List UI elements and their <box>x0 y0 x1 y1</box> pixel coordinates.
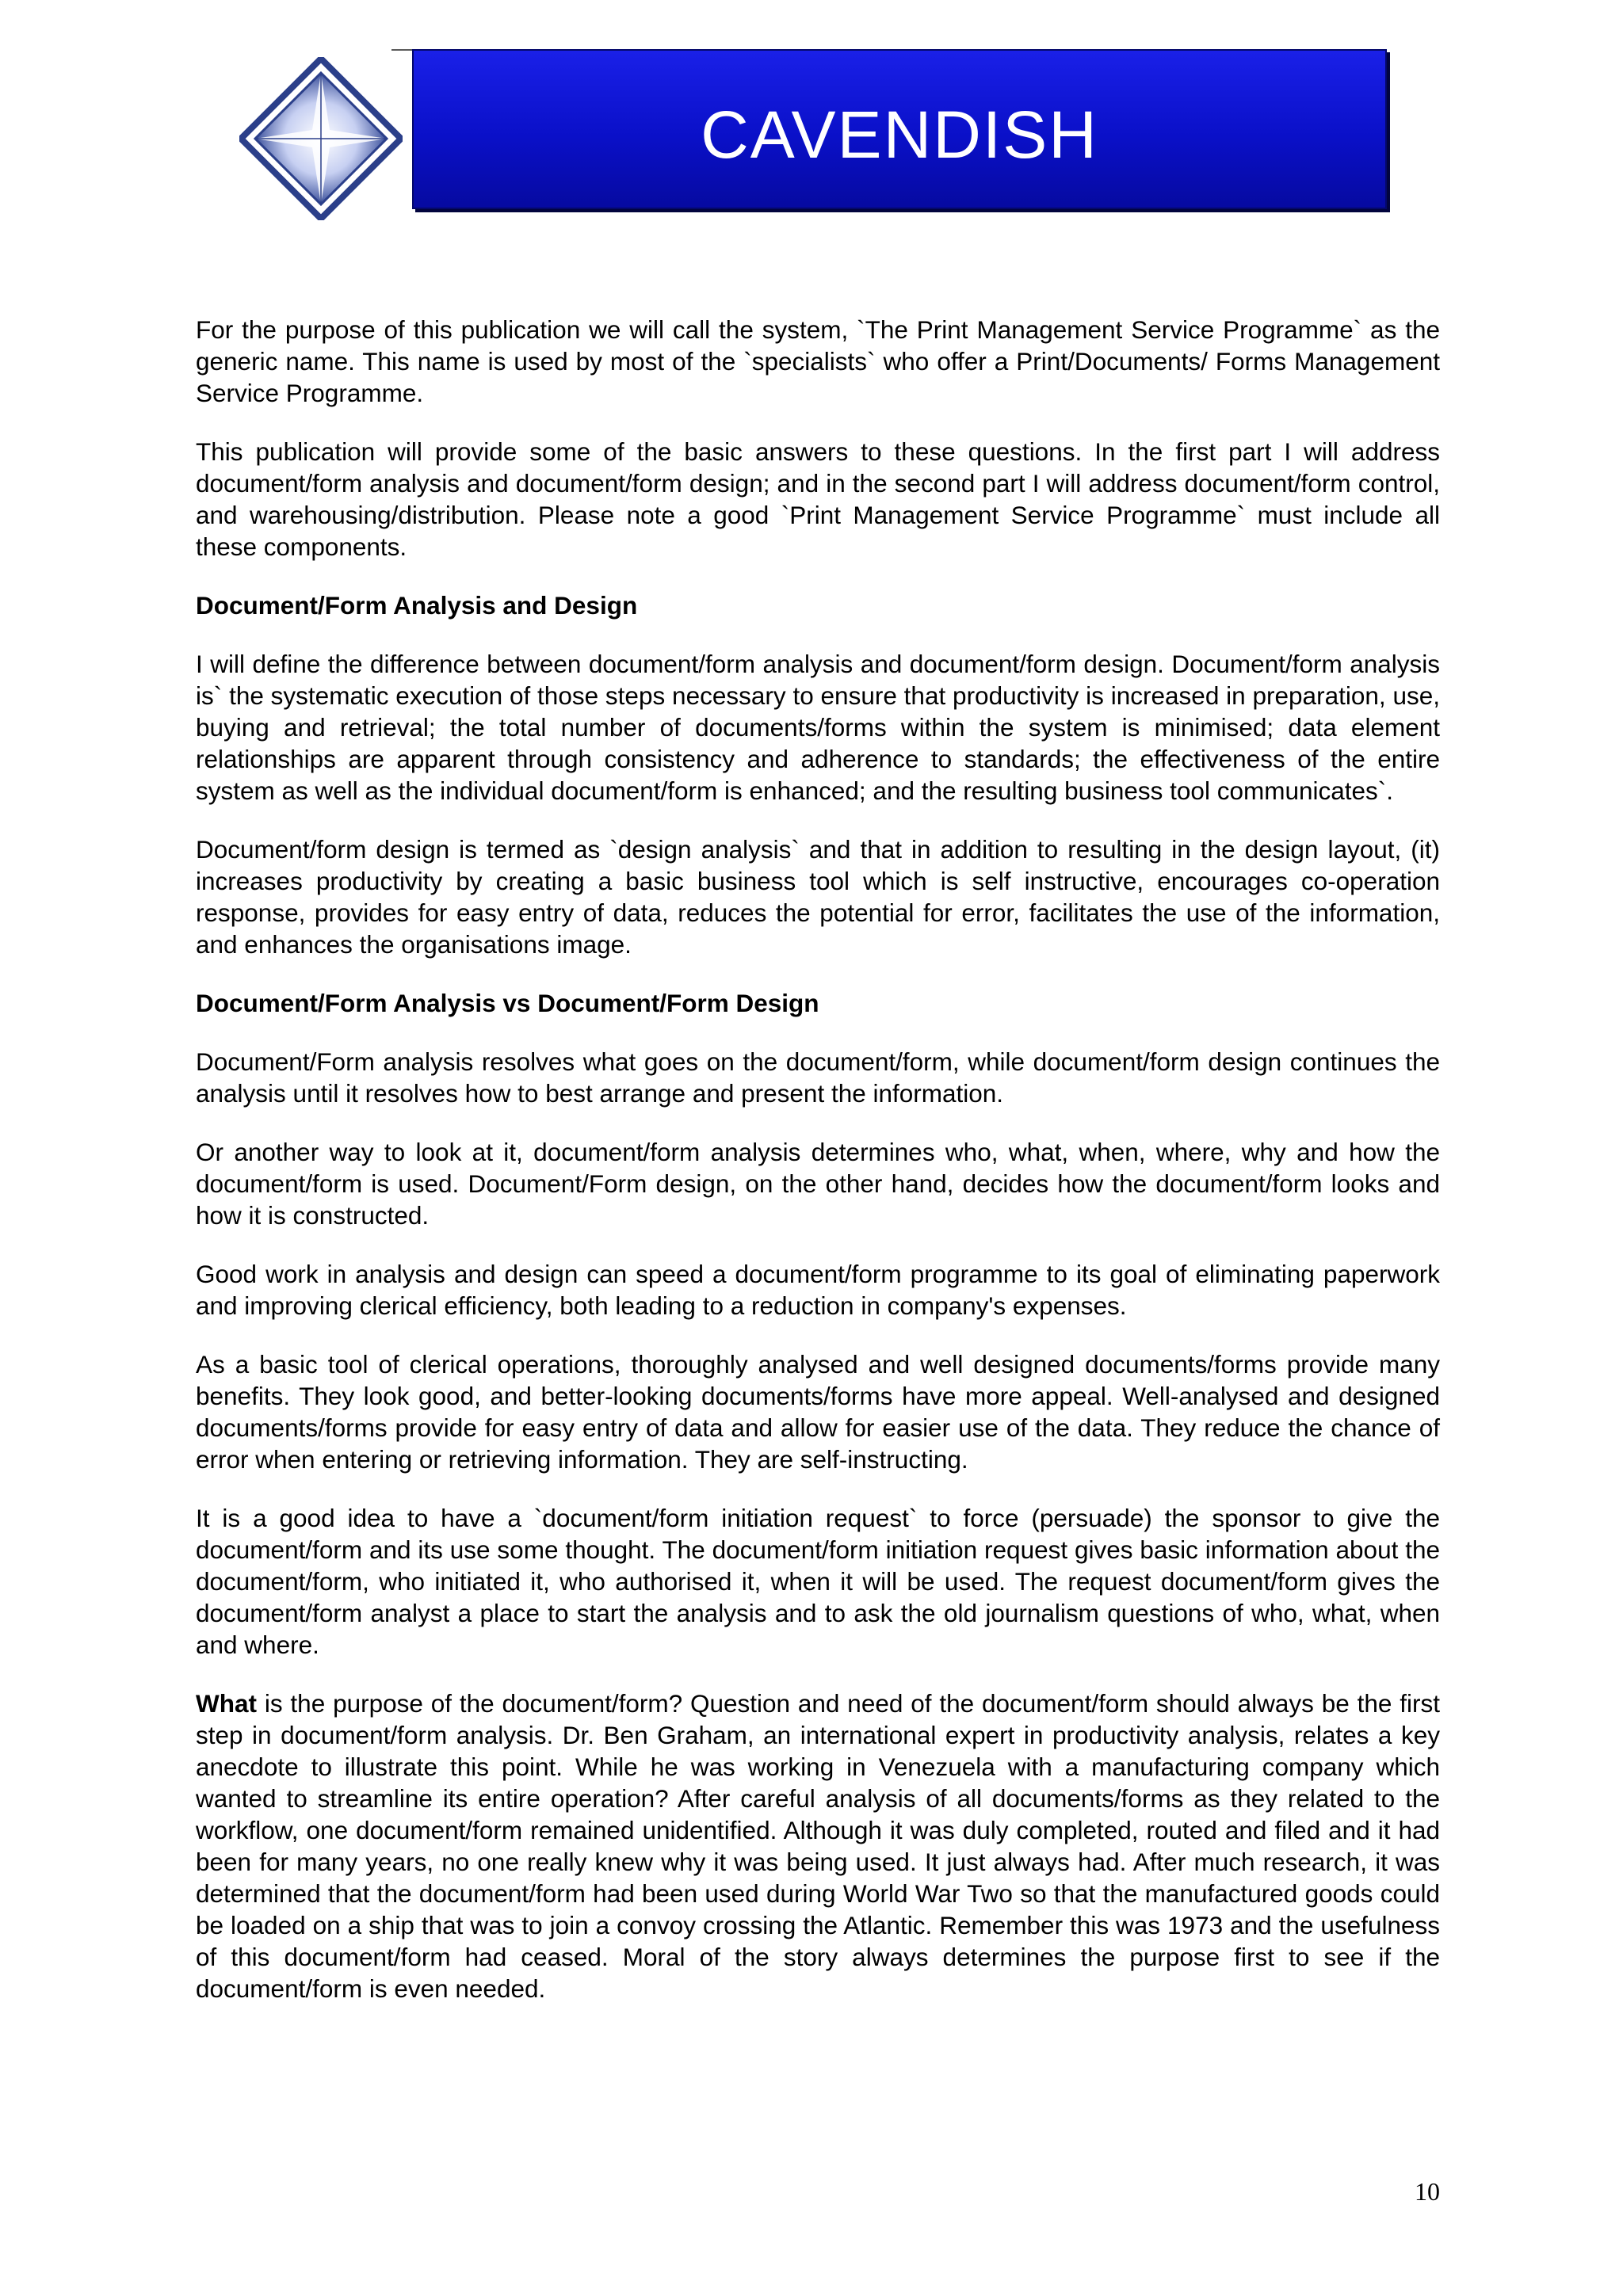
header-banner <box>412 49 1387 209</box>
paragraph: For the purpose of this publication we will call the system, `The Print Management Service Programme` as the generic name. This name is used by most of the `specialists` who offer a Print/Documents/ Forms Management Service Programme. <box>196 315 1440 407</box>
paragraph: I will define the difference between document/form analysis and document/form design. Document/form analysis is` the systematic execution of those steps necessary to ensure that productivity is increased in preparation, use, buying and retrieval; the total number of documents/forms within the system is minimised; data element relationships are apparent through consistency and adherence to standards; the effectiveness of the entire system as well as the individual document/form is enhanced; and the resulting business tool communicates`. <box>196 650 1440 805</box>
paragraph-text: is the purpose of the document/form? Question and need of the document/form should always be the first step in document/form analysis. Dr. Ben Graham, an international expert in productivity analysis, relates a key anecdote to illustrate this point. While he was working in Venezuela with a manufacturing company which wanted to streamline its entire operation? After careful analysis of all documents/forms as they related to the workflow, one document/form remained unidentified. Although it was duly completed, routed and filed and it had been for many years, no one really knew why it was being used. It just always had. After much research, it was determined that the document/form had been used during World War Two so that the manufactured goods could be loaded on a ship that was to join a convoy crossing the Atlantic. Remember this was 1973 and the usefulness of this document/form had ceased. Moral of the story always determines the purpose first to see if the document/form is even needed. <box>196 1689 1440 2003</box>
paragraph: Document/Form analysis resolves what goes on the document/form, while document/form design continues the analysis until it resolves how to best arrange and present the information. <box>196 1047 1440 1108</box>
page-number: 10 <box>1415 2177 1440 2206</box>
paragraph: It is a good idea to have a `document/form initiation request` to force (persuade) the sponsor to give the document/form and its use some thought. The document/form initiation request gives basic information about the document/form, who initiated it, who authorised it, when it will be used. The request document/form gives the document/form analyst a place to start the analysis and to ask the old journalism questions of who, what, when and where. <box>196 1504 1440 1659</box>
lead-word: What <box>196 1689 257 1718</box>
paragraph: Document/form design is termed as `design analysis` and that in addition to resulting in the design layout, (it) increases productivity by creating a basic business tool which is self instructive, encourages co-operation response, provides for easy entry of data, reduces the potential for error, facilitates the use of the information, and enhances the organisations image. <box>196 835 1440 959</box>
diamond-star-logo-icon <box>239 57 403 220</box>
brand-title: CAVENDISH <box>701 97 1098 172</box>
paragraph: This publication will provide some of the basic answers to these questions. In the first part I will address document/form analysis and document/form design; and in the second part I will address document/form control, and warehousing/distribution. Please note a good `Print Management Service Programme` must include all these components. <box>196 437 1440 561</box>
document-body <box>196 314 1440 2031</box>
paragraph <box>196 1688 1440 2004</box>
paragraph: Or another way to look at it, document/form analysis determines who, what, when, where, why and how the document/form is used. Document/Form design, on the other hand, decides how the document/form looks and how it is constructed. <box>196 1138 1440 1230</box>
section-heading: Document/Form Analysis vs Document/Form Design <box>196 989 819 1017</box>
paragraph: As a basic tool of clerical operations, thoroughly analysed and well designed documents/forms provide many benefits. They look good, and better-looking documents/forms have more appeal. Well-analysed and designed documents/forms provide for easy entry of data and allow for easier use of the data. They reduce the chance of error when entering or retrieving information. They are self-instructing. <box>196 1350 1440 1474</box>
section-heading: Document/Form Analysis and Design <box>196 591 638 620</box>
paragraph: Good work in analysis and design can speed a document/form programme to its goal of eliminating paperwork and improving clerical efficiency, both leading to a reduction in company's expenses. <box>196 1260 1440 1320</box>
banner-rule <box>391 49 412 51</box>
